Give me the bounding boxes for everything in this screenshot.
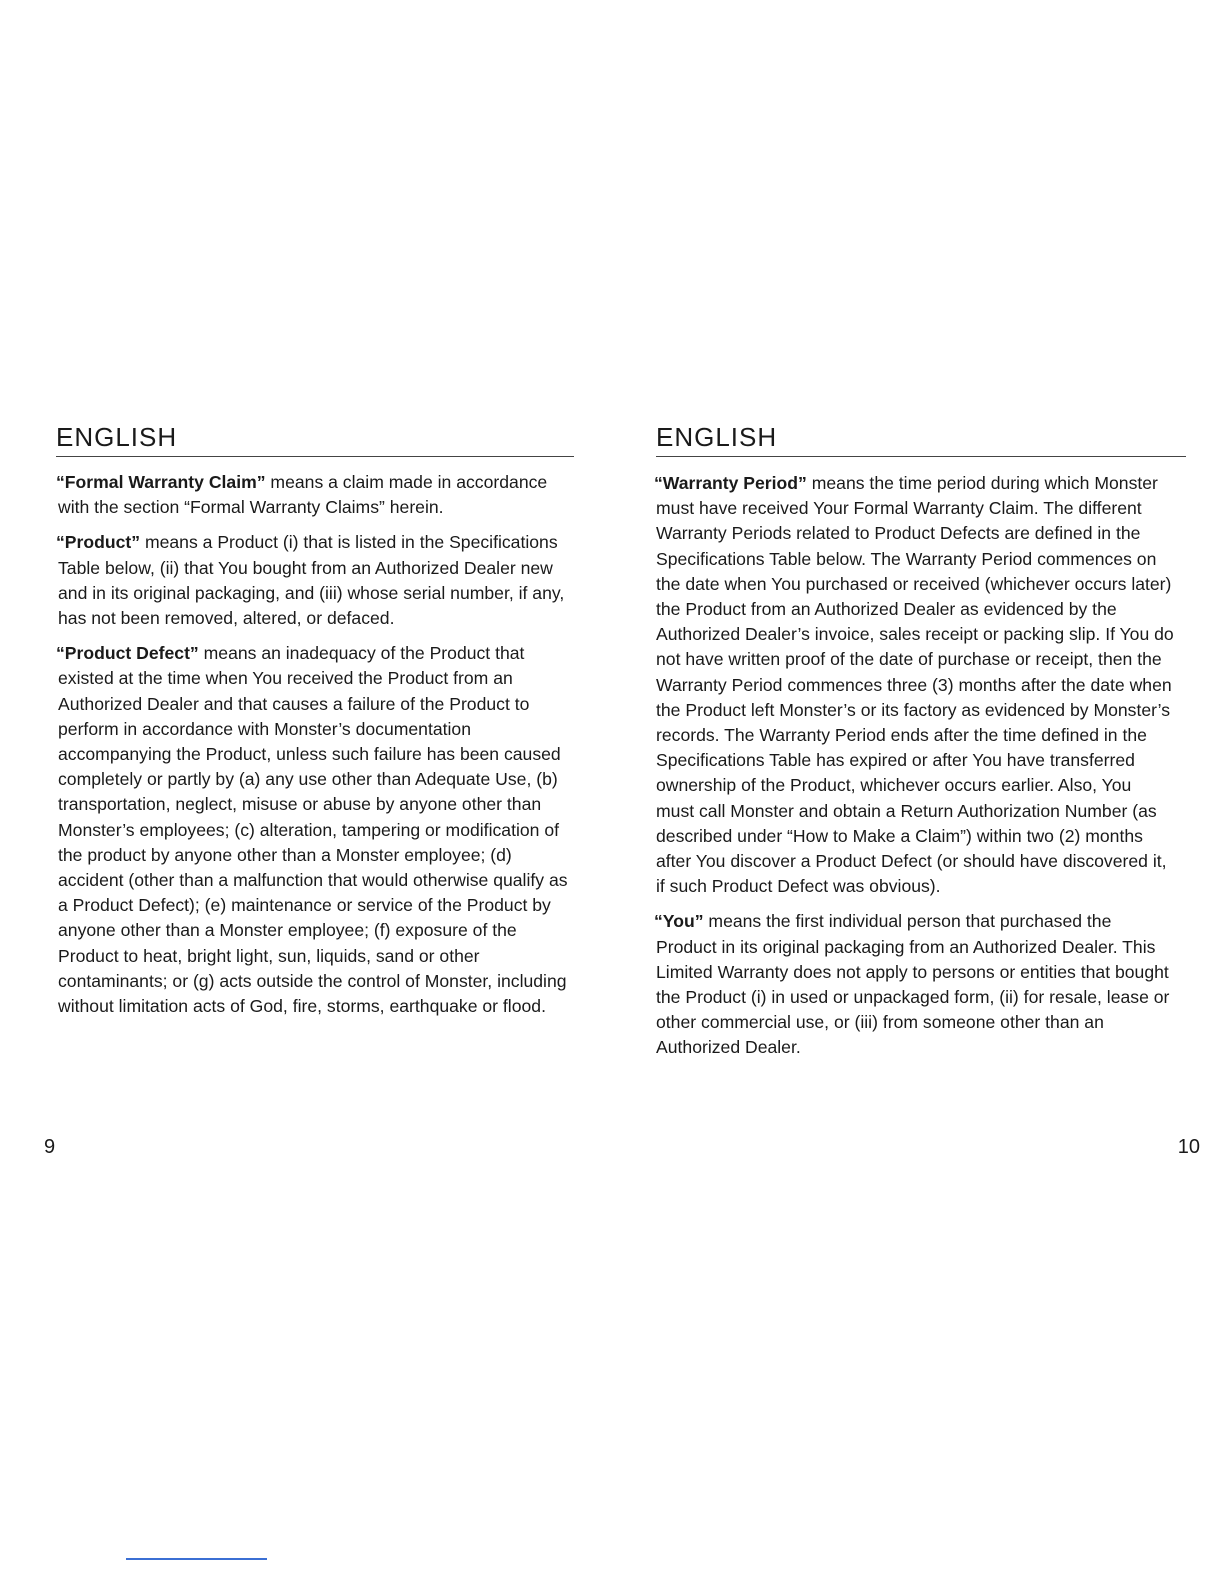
left-heading-rule — [56, 456, 574, 457]
right-page — [612, 0, 1224, 1584]
definition-product — [56, 530, 576, 631]
definition-text: means an inadequacy of the Product that existed at the time when You received the Product from an Authorized Dealer and that causes a failure of the Product to perform in accordance with Monster’s documentation accompanying the Product, unless such failure has been caused completely or partly by (a) any use other than Adequate Use, (b) transportation, neglect, misuse or abuse by anyone other than Monster’s employees; (c) alteration, tampering or modification of the product by anyone other than a Monster employee; (d) accident (other than a malfunction that would otherwise qualify as a Product Defect); (e) maintenance or service of the Product by anyone other than a Monster employee; (f) exposure of the Product to heat, bright light, sun, liquids, sand or other contaminants; or (g) acts outside the control of Monster, including without limitation acts of God, fire, storms, earthquake or flood. — [58, 643, 568, 1017]
definition-text: means a Product (i) that is listed in the Specifications Table below, (ii) that You bought from an Authorized Dealer new and in its original packaging, and (iii) whose serial number, if any, has not been removed, altered, or defaced. — [58, 532, 565, 629]
definition-term: “You” — [654, 911, 704, 932]
right-heading-rule — [656, 456, 1186, 457]
definition-text: means the time period during which Monster must have received Your Formal Warranty Claim. The different Warranty Periods related to Product Defects are defined in the Specifications Table below. The Warranty Period commences on the date when You purchased or received (whichever occurs later) the Product from an Authorized Dealer as evidenced by the Authorized Dealer’s invoice, sales receipt or packing slip. If You do not have written proof of the date of purchase or receipt, then the Warranty Period commences three (3) months after the date when the Product left Monster’s or its factory as evidenced by Monster’s records. The Warranty Period ends after the time defined in the Specifications Table has expired or after You have transferred ownership of the Product, whichever occurs earlier. Also, You must call Monster and obtain a Return Authorization Number (as described under “How to Make a Claim”) within two (2) months after You discover a Product Defect (or should have discovered it, if such Product Defect was obvious). — [656, 473, 1174, 897]
definition-formal-warranty-claim — [56, 470, 576, 520]
definition-you — [654, 909, 1174, 1060]
definition-text: means the first individual person that purchased the Product in its original packaging from an Authorized Dealer. This Limited Warranty does not apply to persons or entities that bought the Product (i) in used or unpackaged form, (ii) for resale, lease or other commercial use, or (iii) from someone other than an Authorized Dealer. — [656, 911, 1170, 1058]
right-section-heading: ENGLISH — [656, 422, 778, 452]
definition-term: “Formal Warranty Claim” — [56, 472, 266, 492]
definition-product-defect — [56, 641, 576, 1019]
definition-term: “Product Defect” — [56, 643, 199, 664]
left-section-heading: ENGLISH — [56, 422, 178, 452]
right-definitions — [654, 471, 1174, 1071]
definition-text: means a claim made in accordance with the section “Formal Warranty Claims” herein. — [58, 472, 548, 518]
page-number-right: 10 — [1177, 1136, 1200, 1158]
page-number-left: 9 — [44, 1136, 56, 1158]
definition-warranty-period — [654, 471, 1174, 899]
definition-term: “Product” — [56, 532, 141, 553]
left-definitions — [56, 470, 576, 1029]
definition-term: “Warranty Period” — [654, 473, 807, 493]
scan-edge-mark — [126, 1558, 267, 1560]
